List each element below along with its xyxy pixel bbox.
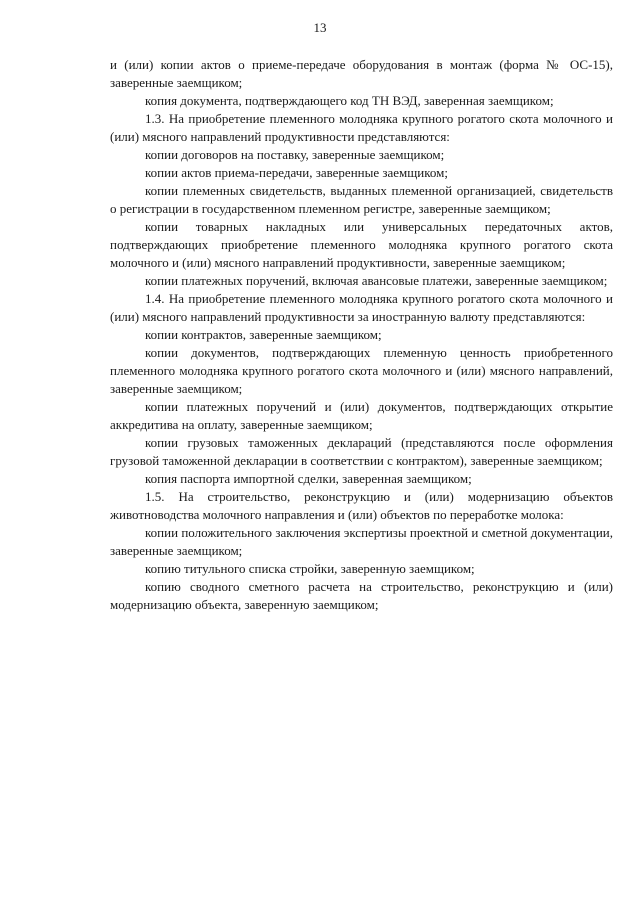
- paragraph: 1.4. На приобретение племенного молодняка крупного рогатого скота молочного и (или) мясного направлений продуктивности за иностранную валюту представляются:: [110, 291, 613, 324]
- paragraph: копии положительного заключения экспертизы проектной и сметной документации, заверенные заемщиком;: [110, 525, 613, 558]
- paragraph: копию титульного списка стройки, заверенную заемщиком;: [145, 561, 475, 576]
- document-body: [110, 56, 613, 614]
- paragraph: 1.5. На строительство, реконструкцию и (или) модернизацию объектов животноводства молочного направления и (или) объектов по переработке молока:: [110, 489, 613, 522]
- paragraph: копии договоров на поставку, заверенные заемщиком;: [145, 147, 445, 162]
- paragraph: копии контрактов, заверенные заемщиком;: [145, 327, 382, 342]
- paragraph: копии платежных поручений и (или) документов, подтверждающих открытие аккредитива на оплату, заверенные заемщиком;: [110, 399, 613, 432]
- paragraph: копии платежных поручений, включая авансовые платежи, заверенные заемщиком;: [145, 273, 608, 288]
- paragraph: копия документа, подтверждающего код ТН ВЭД, заверенная заемщиком;: [145, 93, 554, 108]
- paragraph: копии племенных свидетельств, выданных племенной организацией, свидетельств о регистрации в государственном племенном регистре, заверенные заемщиком;: [110, 183, 613, 216]
- paragraph: копии актов приема-передачи, заверенные заемщиком;: [145, 165, 448, 180]
- paragraph: копии товарных накладных или универсальных передаточных актов, подтверждающих приобретение племенного молодняка крупного рогатого скота молочного и (или) мясного направлений продуктивности, заверенные заемщиком;: [110, 219, 613, 270]
- page-number: 13: [313, 20, 327, 35]
- paragraph: копии грузовых таможенных деклараций (представляются после оформления грузовой таможенной декларации в соответствии с контрактом), заверенные заемщиком;: [110, 435, 613, 468]
- paragraph: и (или) копии актов о приеме-передаче оборудования в монтаж (форма № ОС-15), заверенные заемщиком;: [110, 57, 613, 90]
- paragraph: копия паспорта импортной сделки, заверенная заемщиком;: [145, 471, 472, 486]
- paragraph: копию сводного сметного расчета на строительство, реконструкцию и (или) модернизацию объекта, заверенную заемщиком;: [110, 579, 613, 612]
- paragraph: копии документов, подтверждающих племенную ценность приобретенного племенного молодняка крупного рогатого скота молочного и (или) мясного направлений, заверенные заемщиком;: [110, 345, 613, 396]
- paragraph: 1.3. На приобретение племенного молодняка крупного рогатого скота молочного и (или) мясного направлений продуктивности представляются:: [110, 111, 613, 144]
